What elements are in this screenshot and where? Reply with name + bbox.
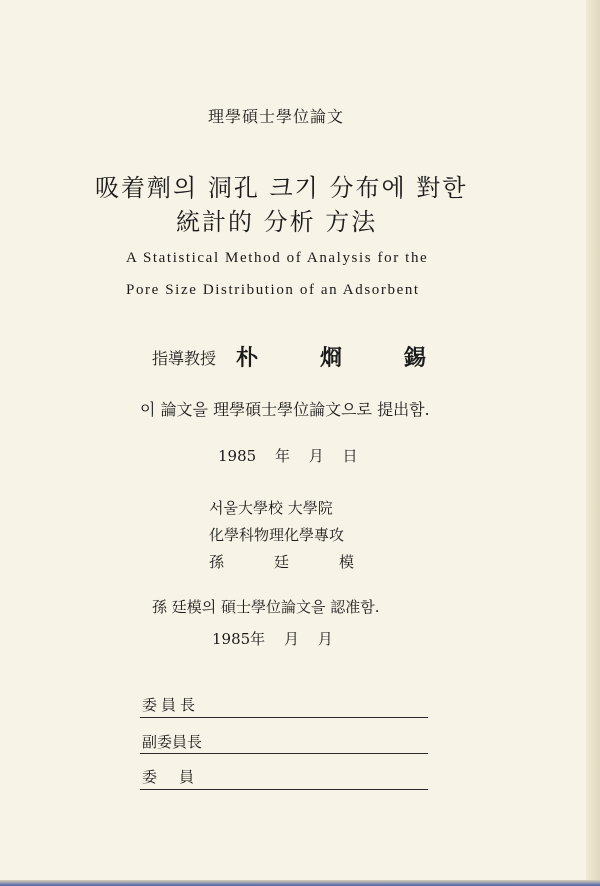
committee-chair-signature-line: [140, 717, 428, 718]
title-korean-line-2: 統計的 分析 方法: [176, 208, 378, 236]
advisor-name: 朴烱錫: [236, 345, 489, 371]
committee-chair-label: 委員長: [142, 696, 200, 714]
submission-date: 1985 年 月 日: [218, 447, 358, 465]
submission-statement: 이 論文을 理學碩士學位論文으로 提出함.: [140, 400, 430, 419]
advisor-label: 指導教授: [152, 349, 217, 368]
scan-bottom-edge: [0, 880, 600, 886]
committee-member-signature-line: [140, 789, 428, 790]
committee-member-label: 委員: [142, 768, 217, 786]
approval-date: 1985年 月 月: [212, 630, 333, 648]
page-edge-shadow: [586, 0, 600, 886]
committee-vice-chair-label: 副委員長: [142, 733, 203, 751]
title-korean-line-1: 吸着劑의 洞孔 크기 分布에 對한: [95, 174, 468, 202]
title-english-line-2: Pore Size Distribution of an Adsorbent: [126, 282, 420, 298]
title-english-line-1: A Statistical Method of Analysis for the: [126, 250, 429, 266]
department-name: 化學科物理化學專攻: [209, 526, 345, 544]
degree-heading: 理學碩士學位論文: [208, 107, 345, 126]
student-name: 孫廷模: [209, 553, 405, 571]
approval-statement: 孫 廷模의 碩士學位論文을 認准함.: [152, 598, 380, 616]
committee-vice-chair-signature-line: [140, 753, 428, 754]
school-name: 서울大學校 大學院: [209, 499, 333, 517]
